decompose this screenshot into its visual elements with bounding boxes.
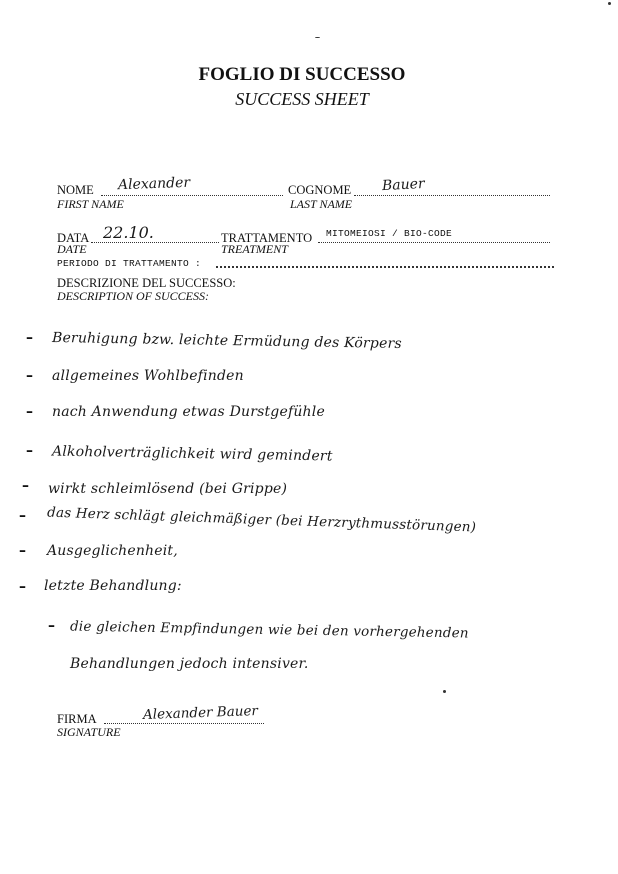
nome-value[interactable]: Alexander bbox=[117, 174, 191, 194]
firma-label: FIRMA bbox=[57, 712, 97, 726]
description-line-7: Ausgeglichenheit, bbox=[47, 543, 178, 559]
cognome-label: COGNOME bbox=[288, 183, 352, 197]
signature-value[interactable]: Alexander Bauer bbox=[142, 702, 259, 724]
nome-label: NOME bbox=[57, 183, 94, 197]
periodo-label: PERIODO DI TRATTAMENTO : bbox=[57, 258, 202, 269]
signature-label: SIGNATURE bbox=[57, 725, 121, 739]
periodo-line bbox=[216, 266, 554, 268]
cognome-line bbox=[354, 195, 550, 196]
descrizione-label: DESCRIZIONE DEL SUCCESSO: bbox=[57, 276, 236, 290]
description-line-4: Alkoholverträglichkeit wird gemindert bbox=[51, 443, 333, 465]
last-name-label: LAST NAME bbox=[290, 197, 353, 211]
scan-speck bbox=[608, 2, 611, 5]
data-line bbox=[91, 242, 219, 243]
bullet-dash: – bbox=[19, 579, 26, 595]
data-value[interactable]: 22.10. bbox=[103, 223, 154, 242]
bullet-dash: – bbox=[26, 404, 33, 420]
page-title: FOGLIO DI SUCCESSO bbox=[198, 64, 406, 85]
description-line-2: allgemeines Wohlbefinden bbox=[52, 368, 244, 384]
bullet-dash: – bbox=[48, 618, 55, 634]
cognome-value[interactable]: Bauer bbox=[381, 175, 426, 195]
description-line-9: die gleichen Empfindungen wie bei den vorhergehenden bbox=[69, 618, 469, 642]
page-subtitle: SUCCESS SHEET bbox=[235, 89, 369, 109]
date-label: DATE bbox=[57, 242, 87, 256]
description-label: DESCRIPTION OF SUCCESS: bbox=[57, 289, 209, 303]
description-line-6: das Herz schlägt gleichmäßiger (bei Herzrythmusstörungen) bbox=[46, 504, 477, 536]
scan-speck bbox=[315, 37, 320, 38]
trattamento-label: TRATTAMENTO bbox=[221, 231, 313, 245]
bullet-dash: – bbox=[22, 478, 29, 494]
bullet-dash: – bbox=[26, 368, 33, 384]
description-line-1: Beruhigung bzw. leichte Ermüdung des Körpers bbox=[51, 329, 402, 353]
bullet-dash: – bbox=[19, 543, 26, 559]
bullet-dash: – bbox=[26, 443, 33, 459]
bullet-dash: – bbox=[19, 508, 26, 524]
scan-speck bbox=[443, 690, 446, 693]
treatment-label: TREATMENT bbox=[221, 242, 288, 256]
description-line-5: wirkt schleimlösend (bei Grippe) bbox=[48, 481, 288, 497]
data-label: DATA bbox=[57, 231, 90, 245]
signature-line bbox=[104, 723, 264, 724]
trattamento-value[interactable]: MITOMEIOSI / BIO-CODE bbox=[326, 228, 453, 239]
trattamento-line bbox=[318, 242, 550, 243]
description-line-10: Behandlungen jedoch intensiver. bbox=[70, 656, 309, 672]
description-line-8: letzte Behandlung: bbox=[44, 578, 182, 594]
first-name-label: FIRST NAME bbox=[57, 197, 124, 211]
description-line-3: nach Anwendung etwas Durstgefühle bbox=[52, 404, 325, 420]
nome-line bbox=[101, 195, 283, 196]
bullet-dash: – bbox=[26, 330, 33, 346]
